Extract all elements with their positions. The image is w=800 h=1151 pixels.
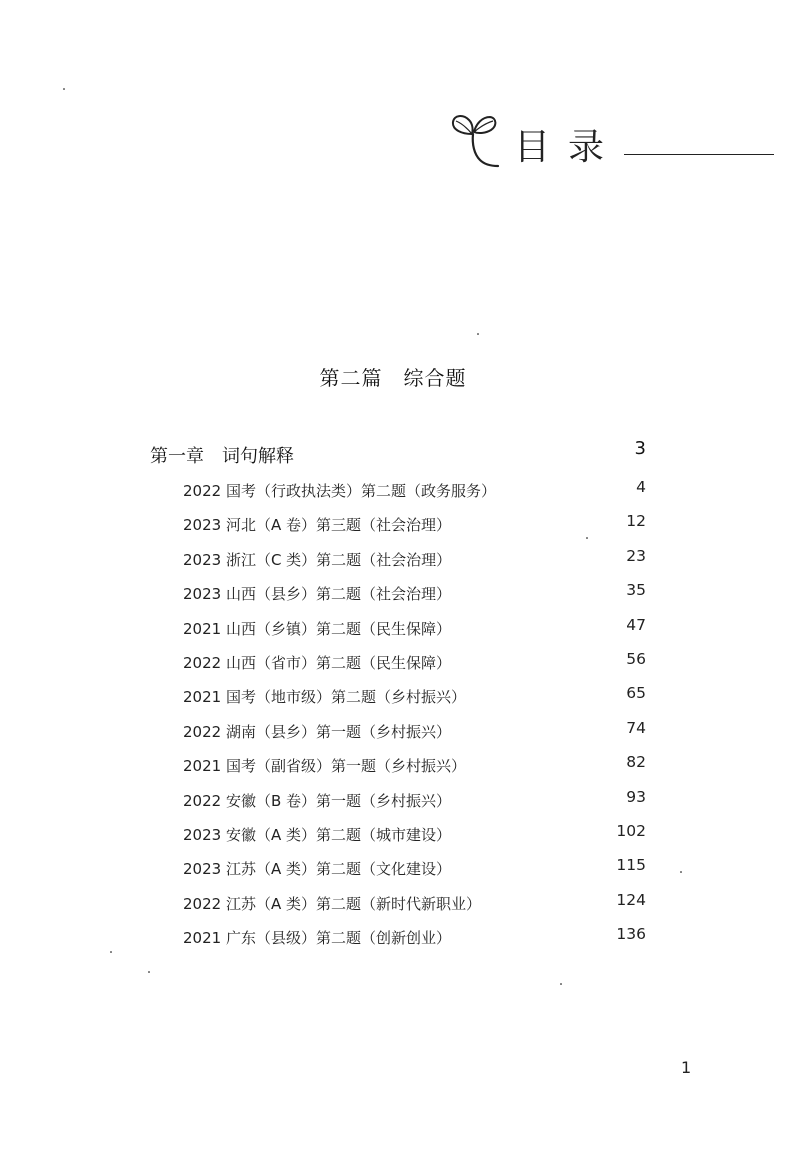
chapter-page-number: 3: [634, 438, 646, 459]
toc-entry[interactable]: [183, 512, 646, 546]
entry-page-number: 82: [626, 753, 646, 772]
toc-entry[interactable]: [183, 478, 646, 512]
chapter-title: 第一章 词句解释: [150, 446, 294, 467]
scan-speck: [477, 333, 479, 335]
entry-page-number: 12: [626, 512, 646, 531]
entry-title: 2022 国考（行政执法类）第二题（政务服务）: [183, 482, 496, 500]
scan-speck: [680, 871, 682, 873]
entry-page-number: 74: [626, 718, 646, 737]
toc-entries: [183, 478, 646, 959]
entry-title: 2023 安徽（A 类）第二题（城市建设）: [183, 825, 451, 844]
toc-entry[interactable]: [183, 719, 646, 753]
toc-entry[interactable]: [183, 925, 646, 959]
toc-entry[interactable]: [183, 581, 646, 615]
toc-entry[interactable]: [183, 616, 646, 650]
entry-page-number: 56: [626, 649, 646, 668]
toc-entry[interactable]: [183, 684, 646, 718]
entry-title: 2021 广东（县级）第二题（创新创业）: [183, 929, 451, 948]
entry-page-number: 65: [626, 684, 646, 703]
entry-title: 2023 浙江（C 类）第二题（社会治理）: [183, 550, 452, 569]
entry-page-number: 93: [626, 787, 646, 806]
entry-page-number: 47: [626, 615, 646, 634]
entry-page-number: 124: [616, 890, 646, 909]
toc-entry[interactable]: [183, 547, 646, 581]
entry-title: 2021 国考（副省级）第一题（乡村振兴）: [183, 757, 466, 776]
entry-title: 2023 河北（A 卷）第三题（社会治理）: [183, 516, 451, 535]
toc-entry[interactable]: [183, 788, 646, 822]
title-rule: [624, 154, 774, 155]
page-number: 1: [681, 1058, 692, 1077]
entry-title: 2022 山西（省市）第二题（民生保障）: [183, 653, 451, 672]
entry-page-number: 4: [636, 478, 646, 496]
scan-speck: [110, 951, 112, 953]
chapter-row[interactable]: [150, 438, 646, 466]
entry-title: 2022 安徽（B 卷）第一题（乡村振兴）: [183, 791, 452, 810]
toc-entry[interactable]: [183, 650, 646, 684]
sprout-icon: [448, 108, 510, 176]
entry-title: 2021 山西（乡镇）第二题（民生保障）: [183, 619, 451, 638]
scan-speck: [148, 971, 150, 973]
entry-page-number: 23: [626, 546, 646, 565]
scan-speck: [586, 537, 588, 539]
entry-title: 2022 湖南（县乡）第一题（乡村振兴）: [183, 722, 451, 741]
toc-entry[interactable]: [183, 753, 646, 787]
scan-speck: [63, 88, 65, 90]
entry-title: 2023 江苏（A 类）第二题（文化建设）: [183, 860, 451, 879]
entry-page-number: 136: [616, 925, 646, 944]
toc-entry[interactable]: [183, 856, 646, 890]
entry-title: 2023 山西（县乡）第二题（社会治理）: [183, 585, 451, 604]
entry-title: 2022 江苏（A 类）第二题（新时代新职业）: [183, 894, 481, 913]
toc-header: [448, 108, 778, 188]
entry-page-number: 35: [626, 581, 646, 600]
toc-entry[interactable]: [183, 822, 646, 856]
scan-speck: [560, 983, 562, 985]
entry-page-number: 102: [616, 821, 646, 840]
section-title: 第二篇 综合题: [319, 366, 467, 390]
entry-page-number: 115: [616, 856, 646, 875]
entry-title: 2021 国考（地市级）第二题（乡村振兴）: [183, 688, 466, 707]
page-title: 目录: [514, 127, 623, 168]
toc-entry[interactable]: [183, 891, 646, 925]
